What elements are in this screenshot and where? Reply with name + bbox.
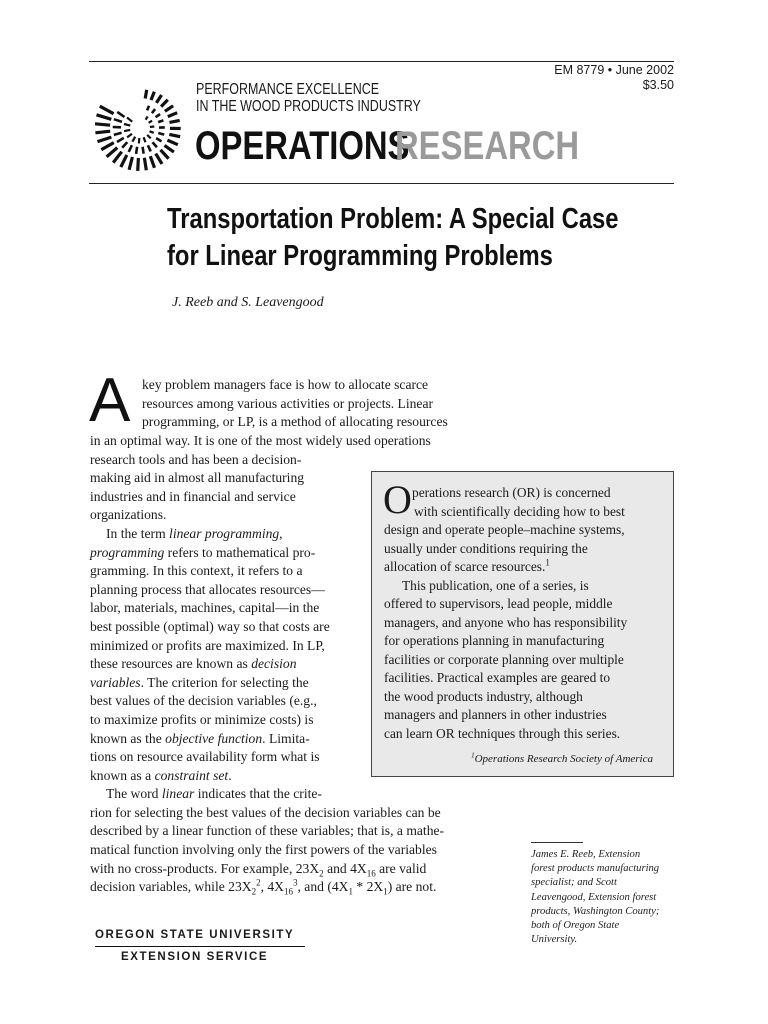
para3-line: rion for selecting the best values of the decision variables can be [90,804,441,820]
sidebar-drop-cap-o: O [383,477,412,522]
para2-line: known as a constraint set. [90,767,232,783]
para3-line: described by a linear function of these variables; that is, a mathe- [90,823,445,839]
logo-ray [132,137,135,142]
sidebar-text [384,484,627,743]
logo-ray [158,120,163,122]
intro-line: organizations. [90,507,167,523]
sunburst-logo-icon [88,72,188,180]
authors: J. Reeb and S. Leavengood [172,295,324,310]
logo-ray [151,92,154,100]
intro-line: resources among various activities or projects. Linear [142,395,434,411]
para2-line: best values of the decision variables (e.g., [90,693,317,709]
logo-ray [136,147,137,154]
intro-line: programming, or LP, is a method of allocating resources [142,414,448,430]
sidebar-line: facilities or corporate planning over multiple [384,651,624,667]
logo-ray [114,119,122,122]
logo-ray [167,140,177,145]
logo-ray [169,134,180,136]
series-title-line2: IN THE WOOD PRODUCTS INDUSTRY [196,98,421,115]
logo-ray [127,134,132,138]
para2-line: gramming. In this context, it refers to a [90,563,303,579]
sidebar-footnote: $^1$Operations Research Society of America [471,751,653,765]
para2-line: best possible (optimal) way so that costs are [90,618,330,634]
logo-ray [168,113,177,117]
logo-ray [107,148,118,157]
logo-ray [98,137,112,142]
logo-ray [165,145,174,152]
logo-ray [150,156,154,168]
logo-ray [150,127,154,128]
logo-ray [122,142,127,148]
para2-line: these resources are known as decision [90,656,297,672]
para2-line: to maximize profits or minimize costs) is [90,711,314,727]
brand-research: RESEARCH [395,124,580,168]
logo-ray [145,90,147,99]
logo-ray [152,109,155,113]
logo-ray [95,131,110,133]
intro-paragraph [142,376,448,432]
logo-ray [156,114,161,117]
logo-ray [165,106,173,112]
logo-ray [150,131,154,133]
logo-ray [156,154,162,164]
top-rule [89,61,674,62]
author-note-rule [531,842,583,843]
author-note-line: Leavengood, Extension forest [531,891,657,903]
logo-ray [147,135,151,139]
sidebar-line: facilities. Practical examples are geared to [384,670,611,685]
sidebar-line: This publication, one of a series, is [402,577,589,593]
author-note-line: forest products manufacturing [531,863,660,875]
para3-line: The word linear indicates that the crite- [106,786,322,802]
footer-extension-service: EXTENSION SERVICE [121,951,269,963]
sidebar-line: can learn OR techniques through this series. [384,725,621,741]
sidebar-line: perations research (OR) is concerned [412,485,611,500]
para2-line: In the term linear programming, [106,525,283,541]
logo-ray [153,142,157,147]
para2-line: minimized or profits are maximized. In LP, [90,637,325,653]
price: $3.50 [642,78,674,92]
logo-ray [161,100,168,107]
logo-ray [147,106,149,111]
intro-line: making aid in almost all manufacturing [90,470,305,486]
logo-ray [146,117,148,120]
logo-ray [124,124,130,126]
logo-ray [144,137,146,142]
sidebar-line: managers, and anyone who has responsibility [384,614,628,630]
logo-ray [97,115,112,120]
footer-university: OREGON STATE UNIVERSITY [95,929,295,941]
logo-ray [144,158,146,171]
para2-line: variables. The criterion for selecting the [90,674,309,690]
logo-ray [95,124,110,125]
logo-ray [117,138,124,142]
intro-line: industries and in financial and service [90,488,296,504]
intro-line: research tools and has been a decision- [90,451,302,467]
para2-line: tions on resource availability form what is [90,749,320,765]
logo-ray [113,152,122,163]
logo-ray [121,155,127,167]
intro-line: in an optimal way. It is one of the most widely used operations [90,433,431,448]
para3-line: decision variables, while $23X_2^2$, $4X_{16}^3$, and $(4X_1 * 2X_1)$ are not. [90,877,437,897]
series-title-line1: PERFORMANCE EXCELLENCE [196,81,380,98]
logo-ray [158,133,164,135]
logo-ray [129,157,132,170]
logo-ray [138,158,139,171]
logo-ray [156,138,161,141]
logo-ray [149,121,153,123]
logo-ray [156,95,161,103]
drop-cap-a: A [89,366,131,435]
author-note-line: products, Washington County; [531,905,660,917]
logo-ray [101,143,114,150]
author-note-line: University. [531,934,578,946]
logo-ray [161,150,169,159]
para2-line: programming refers to mathematical pro- [90,544,316,560]
para2-line: planning process that allocates resources— [90,581,325,597]
para2-line: known as the objective function. Limita- [90,730,310,746]
logo-ray [148,145,151,151]
logo-ray [114,133,122,135]
author-note-line: James E. Reeb, Extension [531,849,641,860]
sidebar-line: allocation of scarce resources.$^1$ [384,557,550,574]
logo-ray [129,145,132,152]
logo-ray [170,120,180,122]
author-note [531,848,659,947]
sidebar-line: the wood products industry, although [384,688,583,704]
document-number: EM 8779 • June 2002 [554,63,674,77]
sidebar-line: design and operate people–machine systems, [384,522,625,537]
sidebar-line: offered to supervisors, lead people, middle [384,596,613,611]
para2-line: labor, materials, machines, capital—in the [90,600,320,616]
brand-operations: OPERATIONS [195,124,410,168]
logo-ray [127,118,132,122]
logo-ray [124,130,130,131]
sidebar-line: usually under conditions requiring the [384,540,588,556]
author-note-line: both of Oregon State [531,920,620,932]
para3-line: with no cross-products. For example, $23X_2$ and $4X_{16}$ are valid [90,860,427,879]
author-note-line: specialist; and Scott [531,877,617,889]
article-title-line1: Transportation Problem: A Special Case [167,203,619,235]
logo-ray [143,147,144,154]
sidebar-line: managers and planners in other industries [384,707,607,722]
para3-line: matical function involving only the first powers of the variables [90,842,437,858]
sidebar-line: with scientifically deciding how to best [414,503,625,519]
article-title-line2: for Linear Programming Problems [167,240,553,272]
logo-ray [117,112,124,117]
sidebar-box [371,471,674,777]
header-rule [89,183,674,184]
footer-rule [95,946,305,947]
sidebar-line: for operations planning in manufacturing [384,633,605,648]
intro-line: key problem managers face is how to allocate scarce [142,377,429,392]
logo-ray [100,106,114,114]
